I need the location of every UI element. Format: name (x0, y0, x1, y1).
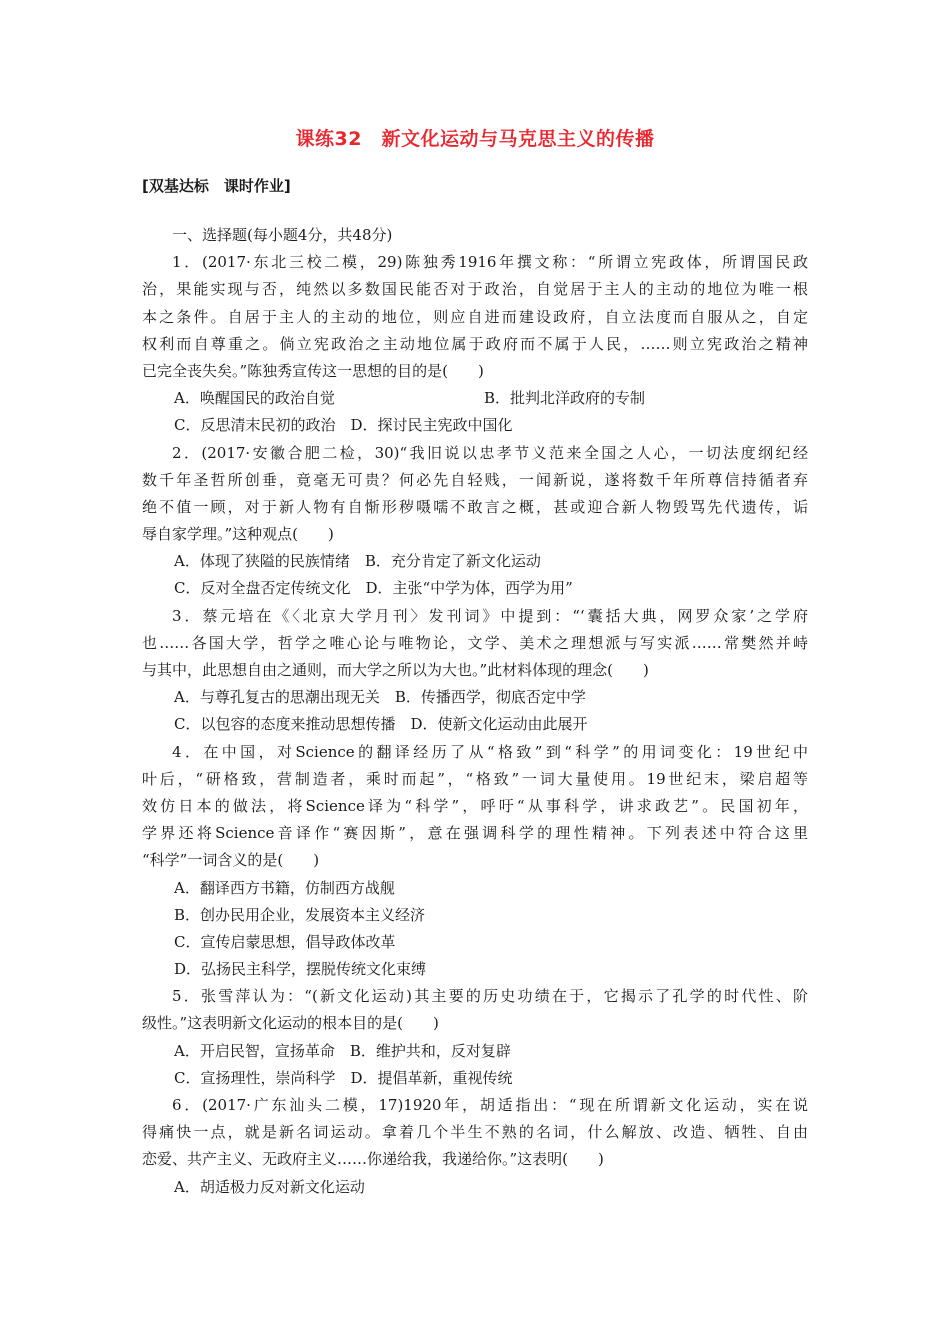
q1-line: 1．(2017·东北三校二模，29)陈独秀1916年撰文称：“所谓立宪政体，所谓国民政 (172, 253, 808, 272)
q2-option-ab: A．体现了狭隘的民族情绪 B．充分肯定了新文化运动 (174, 552, 541, 571)
section-label: [双基达标 课时作业] (142, 177, 291, 195)
q4-option-b: B．创办民用企业，发展资本主义经济 (174, 905, 426, 924)
q2-option-cd: C．反对全盘否定传统文化 D．主张“中学为体，西学为用” (174, 579, 573, 598)
q2-line: 数千年圣哲所创垂，竟毫无可贵？何必先自轻贱，一闻新说，遂将数千年所尊信持循者弃 (142, 470, 808, 489)
q4-line: 效仿日本的做法，将Science译为“科学”，呼吁“从事科学，讲求政艺”。民国初年， (142, 796, 808, 815)
q5-option-ab: A．开启民智，宣扬革命 B．维护共和，反对复辟 (174, 1041, 511, 1060)
q4-line: “科学”一词含义的是( ) (142, 851, 320, 870)
q5-option-cd: C．宣扬理性，崇尚科学 D．提倡革新，重视传统 (174, 1068, 513, 1087)
page-title: 课练32 新文化运动与马克思主义的传播 (295, 128, 655, 150)
q3-line: 也……各国大学，哲学之唯心论与唯物论，文学、美术之理想派与写实派……常樊然并峙 (142, 633, 808, 652)
q4-option-c: C．宣传启蒙思想，倡导政体改革 (174, 932, 396, 951)
q1-options (142, 385, 808, 412)
q1-line: 权利而自尊重之。倘立宪政治之主动地位属于政府而不属于人民，……则立宪政治之精神 (142, 334, 808, 353)
question-body (142, 222, 808, 1201)
q4-line: 叶后，“研格致，营制造者，乘时而起”，“格致”一词大量使用。19世纪末，梁启超等 (142, 769, 808, 788)
q5-line: 级性。”这表明新文化运动的根本目的是( ) (142, 1014, 439, 1033)
q2-line: 绝不值一顾，对于新人物有自惭形秽嗫嚅不敢言之概，甚或迎合新人物毁骂先代遗传，诟 (142, 497, 808, 516)
q1-line: 本之条件。自居于主人的主动的地位，则应自进而建设政府，自立法度而自服从之，自定 (142, 307, 808, 326)
q2-line: 2．(2017·安徽合肥二检，30)“我旧说以忠孝节义范来全国之人心，一切法度纲纪经 (172, 443, 808, 462)
q1-line: 已完全丧失矣。”陈独秀宣传这一思想的目的是( ) (142, 361, 484, 380)
q4-line: 学界还将Science音译作“赛因斯”，意在强调科学的理性精神。下列表述中符合这里 (142, 824, 808, 843)
q1-option-a: A．唤醒国民的政治自觉 (174, 389, 335, 408)
q2-line: 辱自家学理。”这种观点( ) (142, 525, 334, 544)
q1-option-cd: C．反思清末民初的政治 D．探讨民主宪政中国化 (174, 416, 513, 435)
q3-line: 3．蔡元培在《〈北京大学月刊〉发刊词》中提到：“‘囊括大典，网罗众家’之学府 (172, 606, 808, 625)
section-heading: 一、选择题(每小题4分，共48分) (172, 226, 393, 244)
q1-line: 治，果能实现与否，纯然以多数国民能否对于政治，自觉居于主人的主动的地位为唯一根 (142, 280, 808, 299)
q4-option-a: A．翻译西方书籍，仿制西方战舰 (174, 878, 395, 897)
q1-option-b: B．批判北洋政府的专制 (484, 389, 646, 408)
q6-line: 6．(2017·广东汕头二模，17)1920年，胡适指出：“现在所谓新文化运动，实在说 (172, 1096, 808, 1114)
q3-line: 与其中，此思想自由之通则，而大学之所以为大也。”此材料体现的理念( ) (142, 661, 649, 679)
q4-option-d: D．弘扬民主科学，摆脱传统文化束缚 (174, 960, 427, 979)
q3-option-cd: C．以包容的态度来推动思想传播 D．使新文化运动由此展开 (174, 715, 588, 734)
q6-line: 得痛快一点，就是新名词运动。拿着几个半生不熟的名词，什么解放、改造、牺牲、自由 (142, 1123, 808, 1142)
q6-option-a: A．胡适极力反对新文化运动 (174, 1177, 365, 1196)
q6-line: 恋爱、共产主义、无政府主义……你递给我，我递给你。”这表明( ) (142, 1150, 604, 1169)
q5-line: 5．张雪萍认为：“(新文化运动)其主要的历史功绩在于，它揭示了孔学的时代性、阶 (172, 987, 808, 1006)
q4-line: 4．在中国，对Science的翻译经历了从“格致”到“科学”的用词变化：19世纪中 (172, 742, 808, 761)
q3-option-ab: A．与尊孔复古的思潮出现无关 B．传播西学，彻底否定中学 (174, 688, 586, 707)
